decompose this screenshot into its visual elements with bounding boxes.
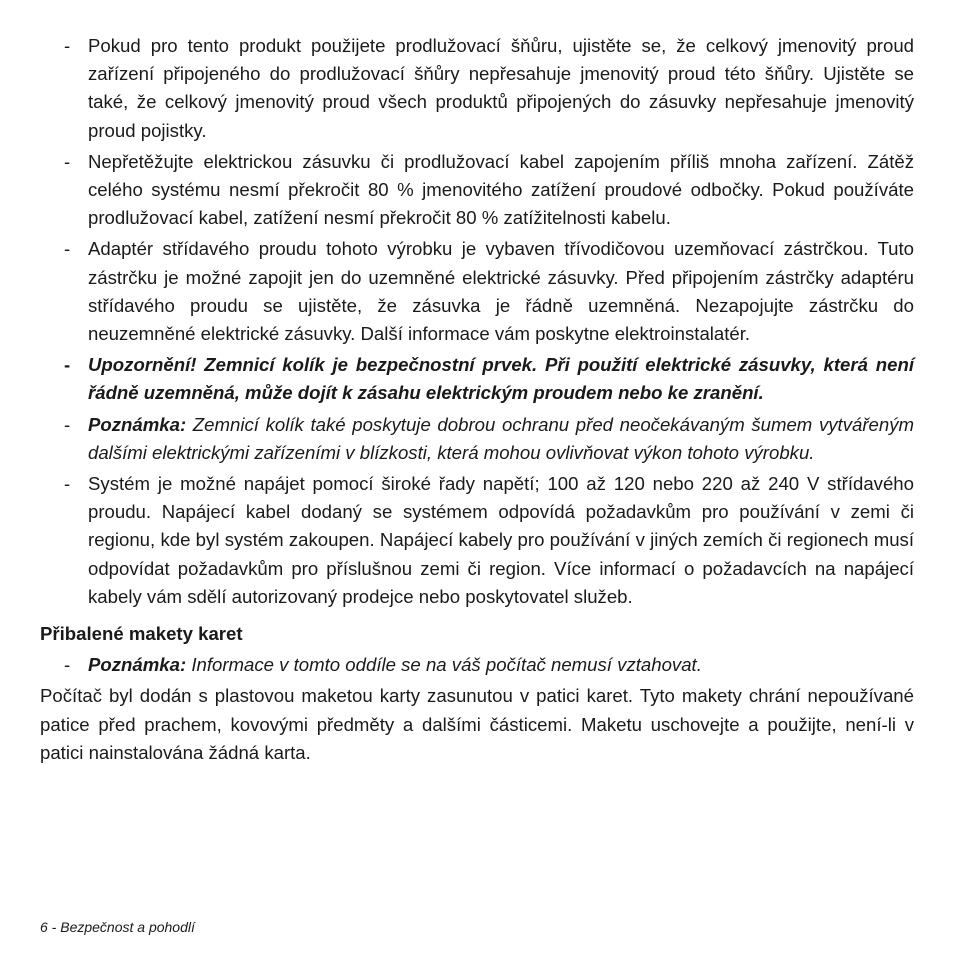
bullet-dash: - <box>64 35 71 56</box>
note-label: Poznámka: <box>88 413 187 435</box>
bullet-text: Adaptér střídavého proudu tohoto výrobku je vybaven třívodičovou uzemňovací zástrčkou. Tuto zástrčku je možné zapojit jen do uzemněné elektrické zásuvky. Před připojením zástrčky adaptéru střídavého proudu se ujistěte, že zásuvka je řádně uzemněná. Nezapojujte zástrčku do neuzemněné elektrické zásuvky. Další informace vám poskytne elektroinstalatér. <box>88 238 914 345</box>
bullet-dash: - <box>64 654 71 676</box>
section-heading: Přibalené makety karet <box>40 623 243 645</box>
bullet-note-section <box>40 651 914 679</box>
note-label: Poznámka: <box>88 654 187 676</box>
section-paragraph: Počítač byl dodán s plastovou maketou karty zasunutou v patici karet. Tyto makety chrání nepoužívané patice před prachem, kovovými předměty a dalšími částicemi. Maketu uschovejte a použijte, není-li v patici nainstalována žádná karta. <box>40 685 914 763</box>
bullet-dash: - <box>64 238 71 260</box>
bullet-extension-cord <box>40 32 914 145</box>
bullet-dash: - <box>64 413 71 435</box>
warning-text: Upozornění! Zemnicí kolík je bezpečnostní prvek. Při použití elektrické zásuvky, která není řádně uzemněná, může dojít k zásahu elektrickým proudem nebo ke zranění. <box>88 354 914 404</box>
bullet-text: Pokud pro tento produkt použijete prodlužovací šňůru, ujistěte se, že celkový jmenovitý proud zařízení připojeného do prodlužovací šňůry nepřesahuje jmenovitý proud této šňůry. Ujistěte se také, že celkový jmenovitý proud všech produktů připojených do zásuvky nepřesahuje jmenovitý proud pojistky. <box>88 35 914 141</box>
bullet-text: Systém je možné napájet pomocí široké řady napětí; 100 až 120 nebo 220 až 240 V střídavého proudu. Napájecí kabel dodaný se systémem odpovídá požadavkům pro používání v zemi či regionu, kde byl systém zakoupen. Napájecí kabely pro používání v jiných zemích či regionech musí odpovídat požadavkům pro příslušnou zemi či region. Více informací o požadavcích na napájecí kabely vám sdělí autorizovaný prodejce nebo poskytovatel služeb. <box>88 473 914 607</box>
bullet-text: Nepřetěžujte elektrickou zásuvku či prodlužovací kabel zapojením příliš mnoha zařízení. Zátěž celého systému nesmí překročit 80 % jmenovitého zatížení proudové odbočky. Pokud používáte prodlužovací kabel, zatížení nesmí překročit 80 % zatížitelnosti kabelu. <box>88 150 914 229</box>
note-text: Informace v tomto oddíle se na váš počítač nemusí vztahovat. <box>186 654 702 676</box>
bullet-overload <box>40 148 914 233</box>
document-page <box>40 32 914 767</box>
bullet-voltage <box>40 470 914 611</box>
note-text: Zemnicí kolík také poskytuje dobrou ochranu před neočekávaným šumem vytvářeným dalšími elektrickými zařízeními v blízkosti, která mohou ovlivňovat výkon tohoto výrobku. <box>88 413 914 463</box>
bullet-warning <box>40 351 914 407</box>
section-note-list <box>40 651 914 679</box>
bullet-dash: - <box>64 354 71 376</box>
bullet-dash: - <box>64 150 71 172</box>
bullet-note-grounding <box>40 411 914 467</box>
bullet-grounded-plug <box>40 235 914 348</box>
page-footer: 6 - Bezpečnost a pohodlí <box>40 919 195 935</box>
bullet-dash: - <box>64 473 71 495</box>
safety-bullet-list <box>40 32 914 611</box>
